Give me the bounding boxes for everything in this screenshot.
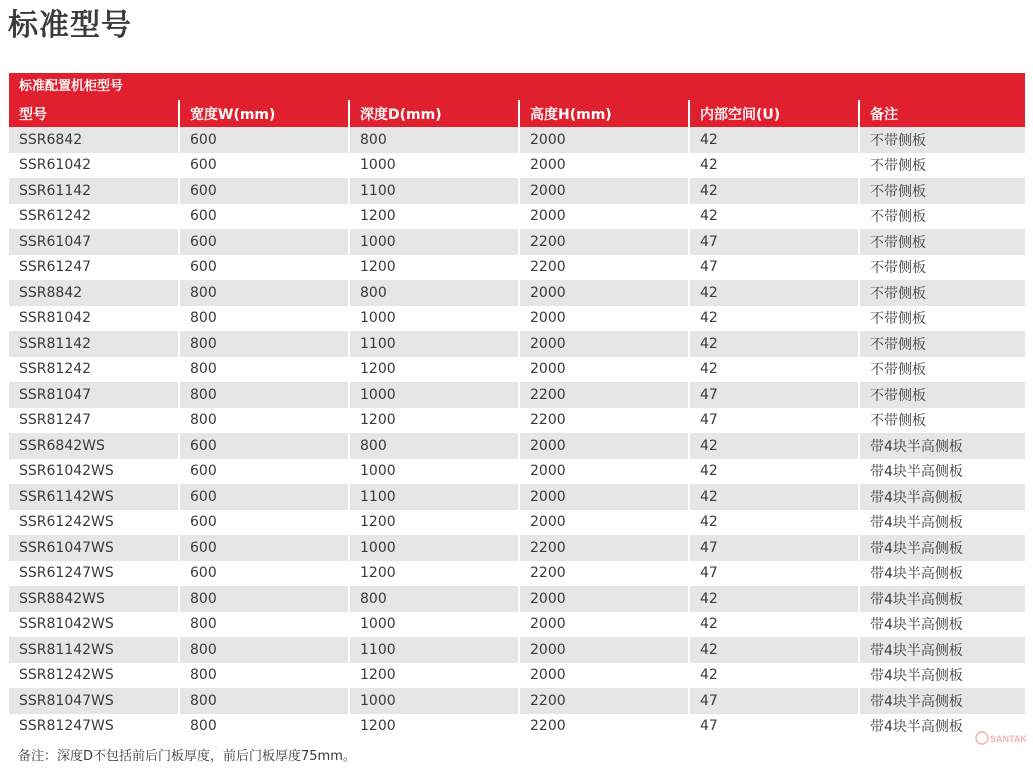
cell-height: 2000 (519, 663, 689, 689)
table-row (9, 331, 1025, 357)
cell-width: 600 (179, 535, 349, 561)
cell-remarks: 不带侧板 (859, 204, 1025, 230)
cell-remarks: 带4块半高侧板 (859, 510, 1025, 536)
cell-width: 600 (179, 510, 349, 536)
table-row (9, 229, 1025, 255)
table-row (9, 586, 1025, 612)
table-row (9, 357, 1025, 383)
cell-model: SSR8842WS (9, 586, 179, 612)
cell-height: 2200 (519, 714, 689, 740)
cell-model: SSR61242 (9, 204, 179, 230)
cell-capacity: 42 (689, 331, 859, 357)
cell-model: SSR6842WS (9, 433, 179, 459)
cell-model: SSR61047 (9, 229, 179, 255)
cell-model: SSR81247WS (9, 714, 179, 740)
table-row (9, 204, 1025, 230)
table-row (9, 714, 1025, 740)
cell-model: SSR81242WS (9, 663, 179, 689)
cell-remarks: 不带侧板 (859, 382, 1025, 408)
table-caption: 标准配置机柜型号 (9, 73, 1025, 100)
santak-logo-watermark (975, 727, 1027, 749)
cell-depth: 1200 (349, 663, 519, 689)
cell-height: 2200 (519, 535, 689, 561)
footnote: 备注：深度D不包括前后门板厚度，前后门板厚度75mm。 (18, 749, 356, 764)
cell-capacity: 42 (689, 484, 859, 510)
column-header-height: 高度H(mm) (519, 100, 689, 127)
cell-capacity: 42 (689, 204, 859, 230)
cell-depth: 1000 (349, 306, 519, 332)
cell-remarks: 带4块半高侧板 (859, 484, 1025, 510)
spec-table-container (9, 73, 1025, 739)
cell-capacity: 47 (689, 688, 859, 714)
cell-height: 2000 (519, 586, 689, 612)
cell-capacity: 42 (689, 178, 859, 204)
spec-table (9, 100, 1025, 739)
cell-model: SSR81047WS (9, 688, 179, 714)
cell-capacity: 42 (689, 637, 859, 663)
table-row (9, 637, 1025, 663)
cell-width: 800 (179, 331, 349, 357)
cell-remarks: 带4块半高侧板 (859, 688, 1025, 714)
cell-remarks: 不带侧板 (859, 331, 1025, 357)
table-row (9, 127, 1025, 153)
cell-remarks: 不带侧板 (859, 306, 1025, 332)
cell-depth: 1200 (349, 204, 519, 230)
cell-width: 600 (179, 433, 349, 459)
cell-capacity: 47 (689, 408, 859, 434)
table-header-row (9, 100, 1025, 127)
cell-width: 800 (179, 306, 349, 332)
cell-height: 2000 (519, 331, 689, 357)
column-header-depth: 深度D(mm) (349, 100, 519, 127)
cell-model: SSR61047WS (9, 535, 179, 561)
cell-width: 600 (179, 561, 349, 587)
cell-height: 2000 (519, 459, 689, 485)
cell-height: 2200 (519, 229, 689, 255)
cell-depth: 1200 (349, 561, 519, 587)
cell-height: 2000 (519, 127, 689, 153)
logo-text: SANTAK (990, 734, 1027, 744)
cell-width: 600 (179, 255, 349, 281)
cell-depth: 1200 (349, 714, 519, 740)
cell-model: SSR81247 (9, 408, 179, 434)
cell-remarks: 带4块半高侧板 (859, 612, 1025, 638)
cell-height: 2000 (519, 637, 689, 663)
cell-depth: 1000 (349, 153, 519, 179)
cell-width: 600 (179, 178, 349, 204)
cell-height: 2000 (519, 357, 689, 383)
cell-width: 800 (179, 586, 349, 612)
cell-remarks: 不带侧板 (859, 229, 1025, 255)
cell-width: 800 (179, 357, 349, 383)
cell-model: SSR81047 (9, 382, 179, 408)
cell-height: 2000 (519, 178, 689, 204)
cell-height: 2000 (519, 510, 689, 536)
logo-mark-icon (976, 732, 988, 744)
page-title: 标准型号 (8, 8, 132, 43)
cell-capacity: 42 (689, 510, 859, 536)
cell-height: 2200 (519, 561, 689, 587)
cell-depth: 1200 (349, 357, 519, 383)
cell-model: SSR81242 (9, 357, 179, 383)
cell-width: 600 (179, 459, 349, 485)
cell-depth: 1200 (349, 408, 519, 434)
cell-model: SSR81042WS (9, 612, 179, 638)
cell-width: 800 (179, 280, 349, 306)
cell-height: 2000 (519, 204, 689, 230)
cell-capacity: 42 (689, 663, 859, 689)
cell-remarks: 带4块半高侧板 (859, 433, 1025, 459)
cell-depth: 1000 (349, 535, 519, 561)
cell-remarks: 带4块半高侧板 (859, 459, 1025, 485)
cell-remarks: 不带侧板 (859, 178, 1025, 204)
column-header-model: 型号 (9, 100, 179, 127)
cell-capacity: 47 (689, 714, 859, 740)
cell-capacity: 42 (689, 459, 859, 485)
column-header-capacity: 内部空间(U) (689, 100, 859, 127)
cell-depth: 1100 (349, 484, 519, 510)
cell-capacity: 47 (689, 255, 859, 281)
table-row (9, 561, 1025, 587)
table-body (9, 127, 1025, 739)
cell-width: 800 (179, 382, 349, 408)
cell-width: 600 (179, 204, 349, 230)
cell-height: 2000 (519, 433, 689, 459)
table-row (9, 484, 1025, 510)
cell-remarks: 带4块半高侧板 (859, 586, 1025, 612)
cell-remarks: 带4块半高侧板 (859, 561, 1025, 587)
cell-remarks: 不带侧板 (859, 408, 1025, 434)
cell-model: SSR61242WS (9, 510, 179, 536)
table-row (9, 663, 1025, 689)
cell-depth: 800 (349, 127, 519, 153)
cell-remarks: 带4块半高侧板 (859, 535, 1025, 561)
cell-height: 2200 (519, 688, 689, 714)
cell-height: 2200 (519, 255, 689, 281)
cell-model: SSR81142WS (9, 637, 179, 663)
cell-remarks: 带4块半高侧板 (859, 637, 1025, 663)
table-row (9, 382, 1025, 408)
cell-remarks: 带4块半高侧板 (859, 714, 1025, 740)
cell-capacity: 47 (689, 535, 859, 561)
cell-height: 2000 (519, 153, 689, 179)
cell-remarks: 不带侧板 (859, 127, 1025, 153)
cell-capacity: 42 (689, 612, 859, 638)
column-header-remarks: 备注 (859, 100, 1025, 127)
cell-model: SSR61247 (9, 255, 179, 281)
cell-capacity: 47 (689, 229, 859, 255)
cell-depth: 1100 (349, 637, 519, 663)
cell-height: 2200 (519, 382, 689, 408)
cell-capacity: 42 (689, 433, 859, 459)
cell-remarks: 不带侧板 (859, 153, 1025, 179)
cell-model: SSR8842 (9, 280, 179, 306)
cell-depth: 1200 (349, 255, 519, 281)
cell-width: 800 (179, 688, 349, 714)
cell-depth: 1000 (349, 459, 519, 485)
cell-height: 2000 (519, 612, 689, 638)
cell-model: SSR6842 (9, 127, 179, 153)
cell-capacity: 42 (689, 586, 859, 612)
cell-depth: 800 (349, 586, 519, 612)
cell-depth: 1000 (349, 229, 519, 255)
table-row (9, 280, 1025, 306)
cell-capacity: 42 (689, 127, 859, 153)
table-row (9, 612, 1025, 638)
cell-width: 600 (179, 127, 349, 153)
cell-depth: 1000 (349, 382, 519, 408)
cell-capacity: 42 (689, 306, 859, 332)
table-row (9, 178, 1025, 204)
table-row (9, 688, 1025, 714)
cell-width: 800 (179, 714, 349, 740)
cell-capacity: 42 (689, 280, 859, 306)
cell-width: 800 (179, 408, 349, 434)
cell-depth: 1000 (349, 612, 519, 638)
cell-capacity: 42 (689, 357, 859, 383)
cell-remarks: 不带侧板 (859, 255, 1025, 281)
table-row (9, 433, 1025, 459)
table-row (9, 535, 1025, 561)
cell-width: 800 (179, 663, 349, 689)
cell-model: SSR61142 (9, 178, 179, 204)
table-row (9, 459, 1025, 485)
cell-width: 600 (179, 229, 349, 255)
table-row (9, 153, 1025, 179)
cell-model: SSR61142WS (9, 484, 179, 510)
cell-height: 2000 (519, 484, 689, 510)
cell-depth: 800 (349, 280, 519, 306)
table-row (9, 408, 1025, 434)
cell-height: 2200 (519, 408, 689, 434)
cell-model: SSR61042WS (9, 459, 179, 485)
cell-width: 600 (179, 484, 349, 510)
cell-height: 2000 (519, 280, 689, 306)
cell-depth: 1100 (349, 331, 519, 357)
cell-model: SSR81142 (9, 331, 179, 357)
cell-width: 600 (179, 153, 349, 179)
cell-remarks: 带4块半高侧板 (859, 663, 1025, 689)
cell-height: 2000 (519, 306, 689, 332)
cell-width: 800 (179, 612, 349, 638)
cell-depth: 1000 (349, 688, 519, 714)
cell-depth: 800 (349, 433, 519, 459)
cell-capacity: 47 (689, 561, 859, 587)
table-row (9, 306, 1025, 332)
cell-model: SSR61042 (9, 153, 179, 179)
table-row (9, 255, 1025, 281)
cell-model: SSR81042 (9, 306, 179, 332)
cell-capacity: 47 (689, 382, 859, 408)
cell-depth: 1100 (349, 178, 519, 204)
cell-depth: 1200 (349, 510, 519, 536)
table-row (9, 510, 1025, 536)
cell-model: SSR61247WS (9, 561, 179, 587)
cell-remarks: 不带侧板 (859, 357, 1025, 383)
cell-remarks: 不带侧板 (859, 280, 1025, 306)
cell-width: 800 (179, 637, 349, 663)
column-header-width: 宽度W(mm) (179, 100, 349, 127)
cell-capacity: 42 (689, 153, 859, 179)
